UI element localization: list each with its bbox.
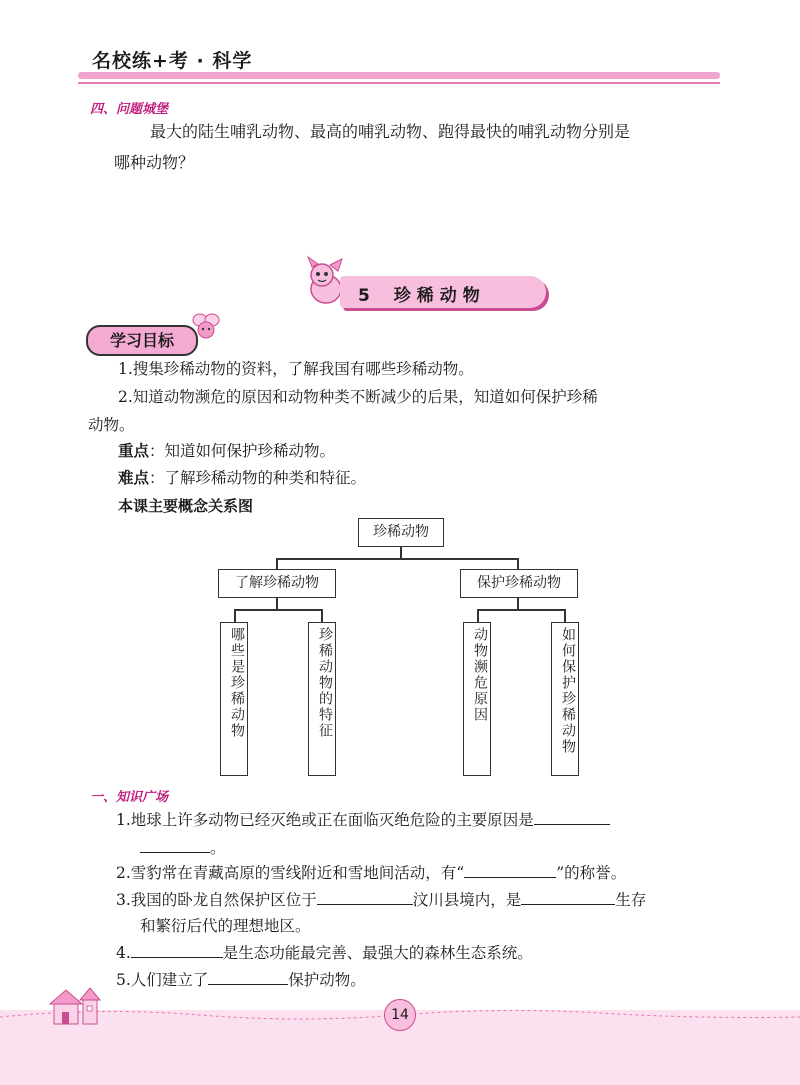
key-point-text: ：知道如何保护珍稀动物。 bbox=[149, 442, 336, 460]
goal-item-2-line2: 动物。 bbox=[88, 416, 135, 434]
concept-leaf-box: 珍稀动物的特征 bbox=[308, 622, 336, 776]
learning-goals-tag: 学习目标 bbox=[86, 325, 198, 356]
difficult-point-text: ：了解珍稀动物的种类和特征。 bbox=[149, 469, 367, 487]
connector-line bbox=[276, 558, 518, 560]
difficult-point bbox=[118, 463, 366, 493]
answer-blank[interactable] bbox=[521, 888, 615, 905]
difficult-point-label: 难点 bbox=[118, 469, 150, 487]
question-text-line1: 最大的陆生哺乳动物、最高的哺乳动物、跑得最快的哺乳动物分别是 bbox=[150, 122, 631, 141]
question-3-mid: 汶川县境内，是 bbox=[412, 891, 522, 909]
concept-map-title: 本课主要概念关系图 bbox=[118, 497, 254, 515]
key-point-label: 重点 bbox=[118, 442, 150, 460]
concept-leaf-box: 如何保护珍稀动物 bbox=[551, 622, 579, 776]
lesson-title bbox=[358, 281, 486, 306]
question-4 bbox=[116, 938, 533, 968]
key-point bbox=[118, 436, 335, 466]
question-1-text: 1.地球上许多动物已经灭绝或正在面临灭绝危险的主要原因是 bbox=[116, 811, 534, 829]
connector-line bbox=[477, 609, 565, 611]
answer-blank[interactable] bbox=[208, 968, 288, 985]
answer-blank[interactable] bbox=[131, 941, 223, 958]
question-2-end: ”的称誉。 bbox=[556, 864, 627, 882]
question-5-end: 保护动物。 bbox=[288, 971, 366, 989]
bee-mascot-icon bbox=[190, 310, 222, 342]
header-rule-line bbox=[78, 82, 720, 84]
connector-line bbox=[321, 609, 323, 623]
question-5-start: 5.人们建立了 bbox=[116, 971, 209, 989]
concept-left-box: 了解珍稀动物 bbox=[218, 569, 336, 598]
question-4-end: 是生态功能最完善、最强大的森林生态系统。 bbox=[222, 944, 533, 962]
concept-leaf-box: 动物濒危原因 bbox=[463, 622, 491, 776]
question-3-start: 3.我国的卧龙自然保护区位于 bbox=[116, 891, 317, 909]
goal-item-1: 1.搜集珍稀动物的资料，了解我国有哪些珍稀动物。 bbox=[118, 360, 474, 378]
goal-item-2-line1: 2.知道动物濒危的原因和动物种类不断减少的后果，知道如何保护珍稀 bbox=[118, 388, 598, 406]
question-2 bbox=[116, 858, 626, 888]
connector-line bbox=[564, 609, 566, 623]
question-1 bbox=[116, 805, 610, 835]
concept-root-box: 珍稀动物 bbox=[358, 518, 444, 547]
page-number: 14 bbox=[384, 999, 416, 1031]
cottage-icon bbox=[44, 982, 106, 1028]
question-4-start: 4. bbox=[116, 944, 131, 962]
section-label-question-castle: 四、问题城堡 bbox=[90, 102, 169, 117]
answer-blank[interactable] bbox=[464, 861, 556, 878]
question-1-end: 。 bbox=[210, 839, 226, 857]
question-5 bbox=[116, 965, 366, 995]
answer-blank[interactable] bbox=[140, 836, 210, 853]
question-text-line2: 哪种动物？ bbox=[114, 153, 195, 172]
lesson-number: 5 bbox=[358, 286, 376, 306]
concept-leaf-box: 哪些是珍稀动物 bbox=[220, 622, 248, 776]
answer-blank[interactable] bbox=[534, 808, 610, 825]
question-2-start: 2.雪豹常在青藏高原的雪线附近和雪地间活动，有“ bbox=[116, 864, 465, 882]
connector-line bbox=[234, 609, 322, 611]
header-title: 名校练+考 · 科学 bbox=[92, 50, 253, 72]
concept-right-box: 保护珍稀动物 bbox=[460, 569, 578, 598]
header-rule bbox=[78, 72, 720, 79]
answer-blank[interactable] bbox=[317, 888, 413, 905]
connector-line bbox=[477, 609, 479, 623]
question-3-end: 生存 bbox=[615, 891, 647, 909]
lesson-title-text: 珍稀动物 bbox=[393, 286, 486, 306]
question-3-line2: 和繁衍后代的理想地区。 bbox=[140, 917, 311, 935]
connector-line bbox=[234, 609, 236, 623]
section-label-knowledge-square: 一、知识广场 bbox=[90, 790, 169, 805]
